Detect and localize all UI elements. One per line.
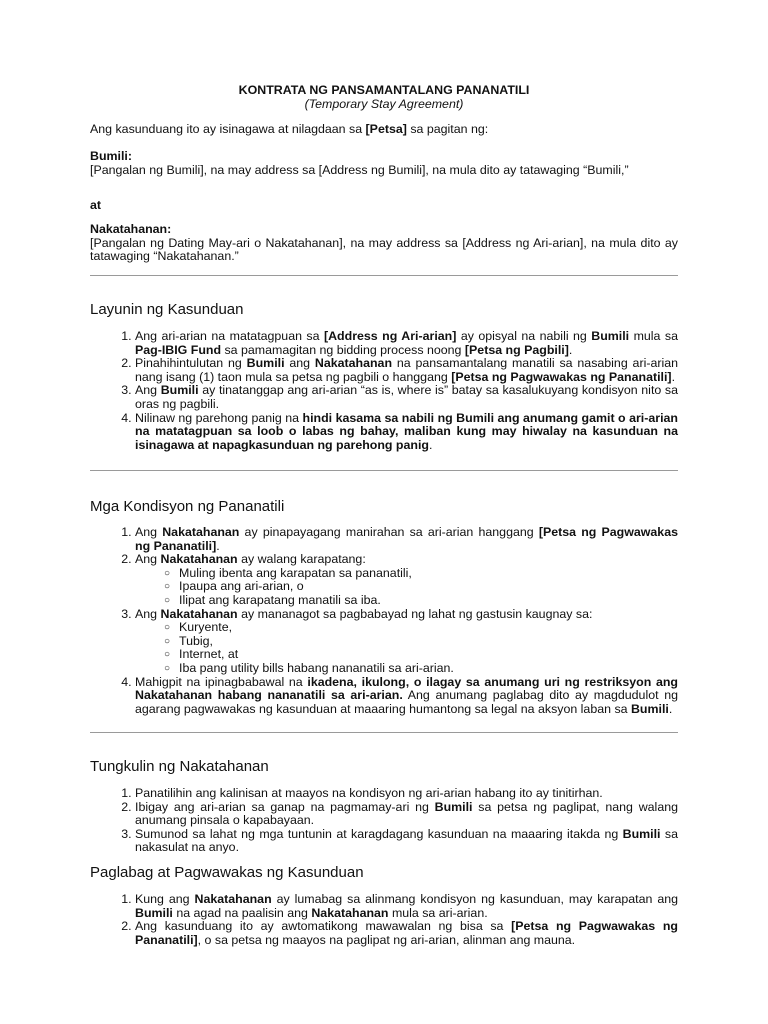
sub-list xyxy=(135,621,678,675)
body-text: Sumunod sa lahat ng mga tuntunin at karagdagang kasunduan na maaaring itakda ng xyxy=(135,826,623,841)
body-text: na agad na paalisin ang xyxy=(172,905,312,920)
body-text: . xyxy=(428,437,433,452)
section-heading: Mga Kondisyon ng Pananatili xyxy=(90,498,285,515)
body-text: Ang kasunduang ito ay isinagawa at nilagdaan sa xyxy=(90,122,366,136)
list-item xyxy=(135,384,678,411)
emphasis-text: Bumili xyxy=(630,701,669,716)
occupant-heading: Nakatahanan: xyxy=(90,222,172,236)
emphasis-text: Nakatahanan xyxy=(314,356,393,371)
body-text: . xyxy=(216,538,220,553)
occupant-details: [Pangalan ng Dating May-ari o Nakatahanan], na may address sa [Address ng Ari-arian], na mula dito ay tatawaging “Nakatahanan.” xyxy=(90,235,678,264)
buyer-heading: Bumili: xyxy=(90,149,132,163)
body-text: sa nakasulat na anyo. xyxy=(135,826,678,855)
emphasis-text: Nakatahanan xyxy=(194,892,272,906)
list-item xyxy=(135,801,678,828)
list-item xyxy=(135,553,678,607)
body-text: sa petsa ng paglipat, nang walang anumang pinsala o kapabayaan. xyxy=(135,799,678,828)
body-text: ay lumabag sa alinmang kondisyon ng kasunduan, may karapatan ang xyxy=(271,892,678,906)
divider xyxy=(90,470,678,471)
emphasis-text: Nakatahanan xyxy=(160,606,238,621)
list-item xyxy=(135,608,678,676)
sub-list-item: ○ Iba pang utility bills habang nananatili sa ari-arian. xyxy=(164,662,678,676)
emphasis-text: Bumili xyxy=(246,356,285,371)
body-text: . xyxy=(668,701,673,716)
body-text: ang xyxy=(284,356,315,371)
sub-list-item: ○ Muling ibenta ang karapatan sa pananatili, xyxy=(164,567,678,581)
body-text: Ang xyxy=(135,606,161,621)
sub-list-item: ○ Tubig, xyxy=(164,635,678,649)
body-text: ay opisyal na nabili ng xyxy=(456,329,592,343)
conjunction-label: at xyxy=(90,198,102,212)
body-text: sa pagitan ng: xyxy=(406,122,489,136)
emphasis-text: Bumili xyxy=(434,799,473,814)
section-heading: Layunin ng Kasunduan xyxy=(90,301,244,318)
buyer-party xyxy=(90,150,678,177)
emphasis-text: Nakatahanan xyxy=(162,525,240,539)
body-text: Ibigay ang ari-arian sa ganap na pagmamay-ari ng xyxy=(135,799,435,814)
body-text: ay tinatanggap ang ari-arian “as is, where is” batay sa kasalukuyang kondisyon nito sa oras ng pagbili. xyxy=(135,383,679,411)
body-text: mula sa ari-arian. xyxy=(388,905,488,920)
body-text: Ang xyxy=(135,383,161,398)
divider xyxy=(90,732,678,733)
body-text: Panatilihin ang kalinisan at maayos na kondisyon ng ari-arian habang ito ay tinitirhan. xyxy=(135,786,603,800)
sub-list-item: ○ Ipaupa ang ari-arian, o xyxy=(164,580,678,594)
sub-list-item: ○ Ilipat ang karapatang manatili sa iba. xyxy=(164,594,678,608)
body-text: Kung ang xyxy=(135,892,195,906)
list-item xyxy=(135,920,678,947)
emphasis-text: Bumili xyxy=(591,329,630,343)
body-text: na pansamantalang manatili sa nasabing ari-arian nang isang (1) taon mula sa petsa ng pagbili o hanggang xyxy=(135,356,678,384)
sub-list-item: ○ Internet, at xyxy=(164,648,678,662)
body-text: Nilinaw ng parehong panig na xyxy=(135,410,303,425)
emphasis-text: [Petsa] xyxy=(365,122,407,136)
emphasis-text: [Petsa ng Pagwawakas ng Pananatili] xyxy=(135,525,678,553)
document-title: KONTRATA NG PANSAMANTALANG PANANATILI xyxy=(238,83,530,97)
body-text: Ang anumang paglabag dito ay magdudulot ng agarang pagwawakas ng kasunduan at maaaring humantong sa legal na aksyon laban sa xyxy=(135,688,678,716)
body-text: Ang ari-arian na matatagpuan sa xyxy=(135,329,324,343)
emphasis-text: Bumili xyxy=(160,383,199,398)
list-item xyxy=(135,828,678,855)
list-item xyxy=(135,357,678,384)
body-text: mula sa xyxy=(629,329,678,343)
body-text: Mahigpit na ipinagbabawal na xyxy=(135,674,308,689)
emphasis-text: Pag-IBIG Fund xyxy=(135,342,222,357)
divider xyxy=(90,275,678,276)
emphasis-text: [Petsa ng Pagbili] xyxy=(464,342,569,357)
emphasis-text: hindi kasama sa nabili ng Bumili ang anumang gamit o ari-arian na matatagpuan sa loob o labas ng bahay, maliban kung may hiwalay na kasunduan na isinagawa at napagkasunduan ng parehong panig xyxy=(135,410,678,452)
list-item xyxy=(135,526,678,553)
section-heading: Paglabag at Pagwawakas ng Kasunduan xyxy=(90,864,364,881)
intro-paragraph xyxy=(90,123,678,137)
body-text: Ang xyxy=(135,525,163,539)
body-text: . xyxy=(671,369,676,384)
section-heading: Tungkulin ng Nakatahanan xyxy=(90,758,269,775)
emphasis-text: [Petsa ng Pagwawakas ng Pananatili] xyxy=(135,919,678,947)
list-item xyxy=(135,893,678,920)
list-item xyxy=(135,676,678,717)
section-list xyxy=(90,526,678,716)
body-text: . xyxy=(568,342,573,357)
section-list xyxy=(90,893,678,947)
document-subtitle: (Temporary Stay Agreement) xyxy=(304,97,464,111)
section-list xyxy=(90,330,678,452)
emphasis-text: Nakatahanan xyxy=(160,552,238,567)
body-text: ay mananagot sa pagbabayad ng lahat ng gastusin kaugnay sa: xyxy=(237,606,593,621)
sub-list-item: ○ Kuryente, xyxy=(164,621,678,635)
occupant-party xyxy=(90,223,678,264)
emphasis-text: [Petsa ng Pagwawakas ng Pananatili] xyxy=(451,369,672,384)
list-item xyxy=(135,787,678,801)
emphasis-text: Nakatahanan xyxy=(311,905,389,920)
emphasis-text: Bumili xyxy=(135,905,173,920)
sub-list xyxy=(135,567,678,608)
emphasis-text: Bumili xyxy=(622,826,661,841)
section-list xyxy=(90,787,678,855)
body-text: Pinahihintulutan ng xyxy=(135,356,247,371)
emphasis-text: ikadena, ikulong, o ilagay sa anumang uri ng restriksyon ang Nakatahanan habang nananatili sa ari-arian. xyxy=(135,674,678,703)
list-item xyxy=(135,412,678,453)
buyer-details: [Pangalan ng Bumili], na may address sa [Address ng Bumili], na mula dito ay tatawaging “Bumili,” xyxy=(90,162,629,177)
body-text: Ang xyxy=(135,552,161,567)
body-text: Ang kasunduang ito ay awtomatikong mawawalan ng bisa sa xyxy=(135,919,512,934)
emphasis-text: [Address ng Ari-arian] xyxy=(323,329,457,343)
body-text: sa pamamagitan ng bidding process noong xyxy=(221,342,465,357)
body-text: ay pinapayagang manirahan sa ari-arian hanggang xyxy=(239,525,539,539)
body-text: , o sa petsa ng maayos na paglipat ng ari-arian, alinman ang mauna. xyxy=(197,932,576,947)
list-item xyxy=(135,330,678,357)
body-text: ay walang karapatang: xyxy=(237,552,366,567)
